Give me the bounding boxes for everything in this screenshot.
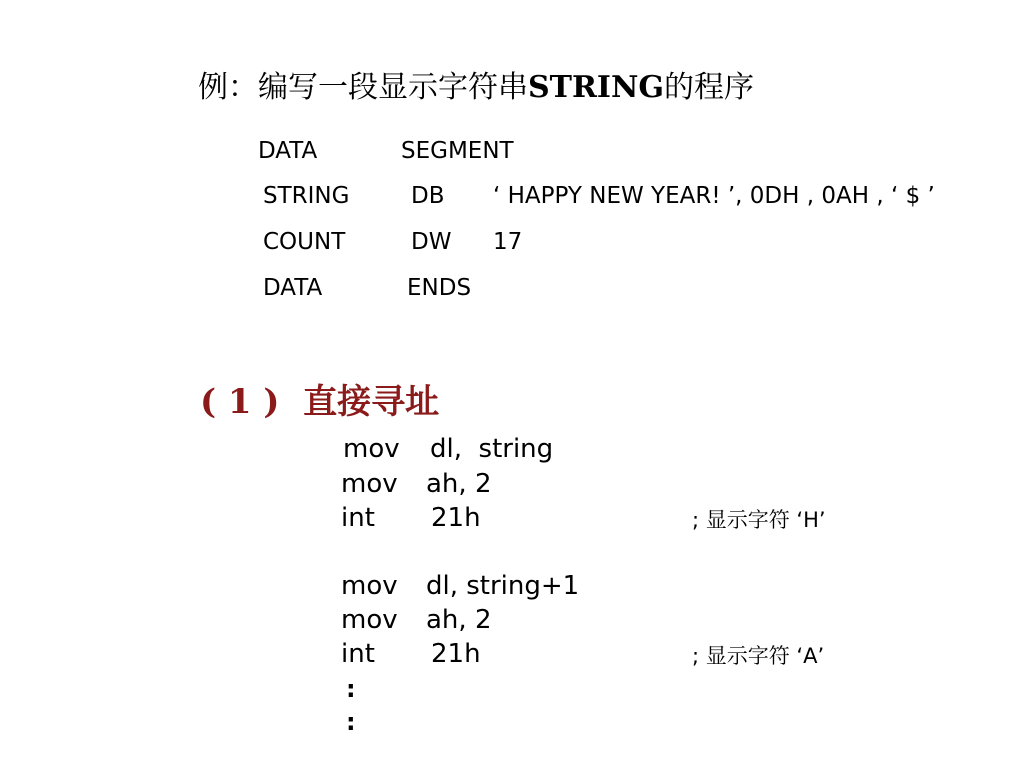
code-args: 21h — [431, 503, 481, 533]
code-comment: ; 显示字符 ‘A’ — [692, 644, 825, 668]
data-label: STRING — [263, 183, 350, 209]
data-value: ‘ HAPPY NEW YEAR! ’, 0DH , 0AH , ‘ $ ’ — [493, 183, 935, 209]
code-args: ah, 2 — [426, 605, 492, 635]
code-op: mov — [343, 434, 400, 464]
data-directive: DW — [411, 229, 452, 255]
code-args: ah, 2 — [426, 469, 492, 499]
title-cn-suffix: 的程序 — [664, 70, 754, 105]
data-label: DATA — [263, 275, 323, 301]
code-op: int — [341, 503, 375, 533]
code-args: 21h — [431, 639, 481, 669]
code-args: dl, string — [430, 434, 554, 464]
data-label: COUNT — [263, 229, 346, 255]
title-cn-prefix: 例：编写一段显示字符串 — [198, 70, 528, 105]
data-value: 17 — [493, 229, 523, 255]
code-comment: ; 显示字符 ‘H’ — [692, 508, 826, 532]
code-op: mov — [341, 571, 398, 601]
data-directive: ENDS — [407, 275, 472, 301]
ellipsis: : — [346, 708, 356, 736]
data-directive: DB — [411, 183, 445, 209]
data-label: DATA — [258, 138, 318, 164]
section-heading: ( 1 ) 直接寻址 — [200, 382, 440, 422]
page-title — [198, 70, 754, 106]
code-op: int — [341, 639, 375, 669]
data-directive: SEGMENT — [401, 138, 514, 164]
code-args: dl, string+1 — [426, 571, 580, 601]
code-op: mov — [341, 605, 398, 635]
ellipsis: : — [346, 675, 356, 703]
code-op: mov — [341, 469, 398, 499]
title-en: STRING — [528, 70, 664, 105]
